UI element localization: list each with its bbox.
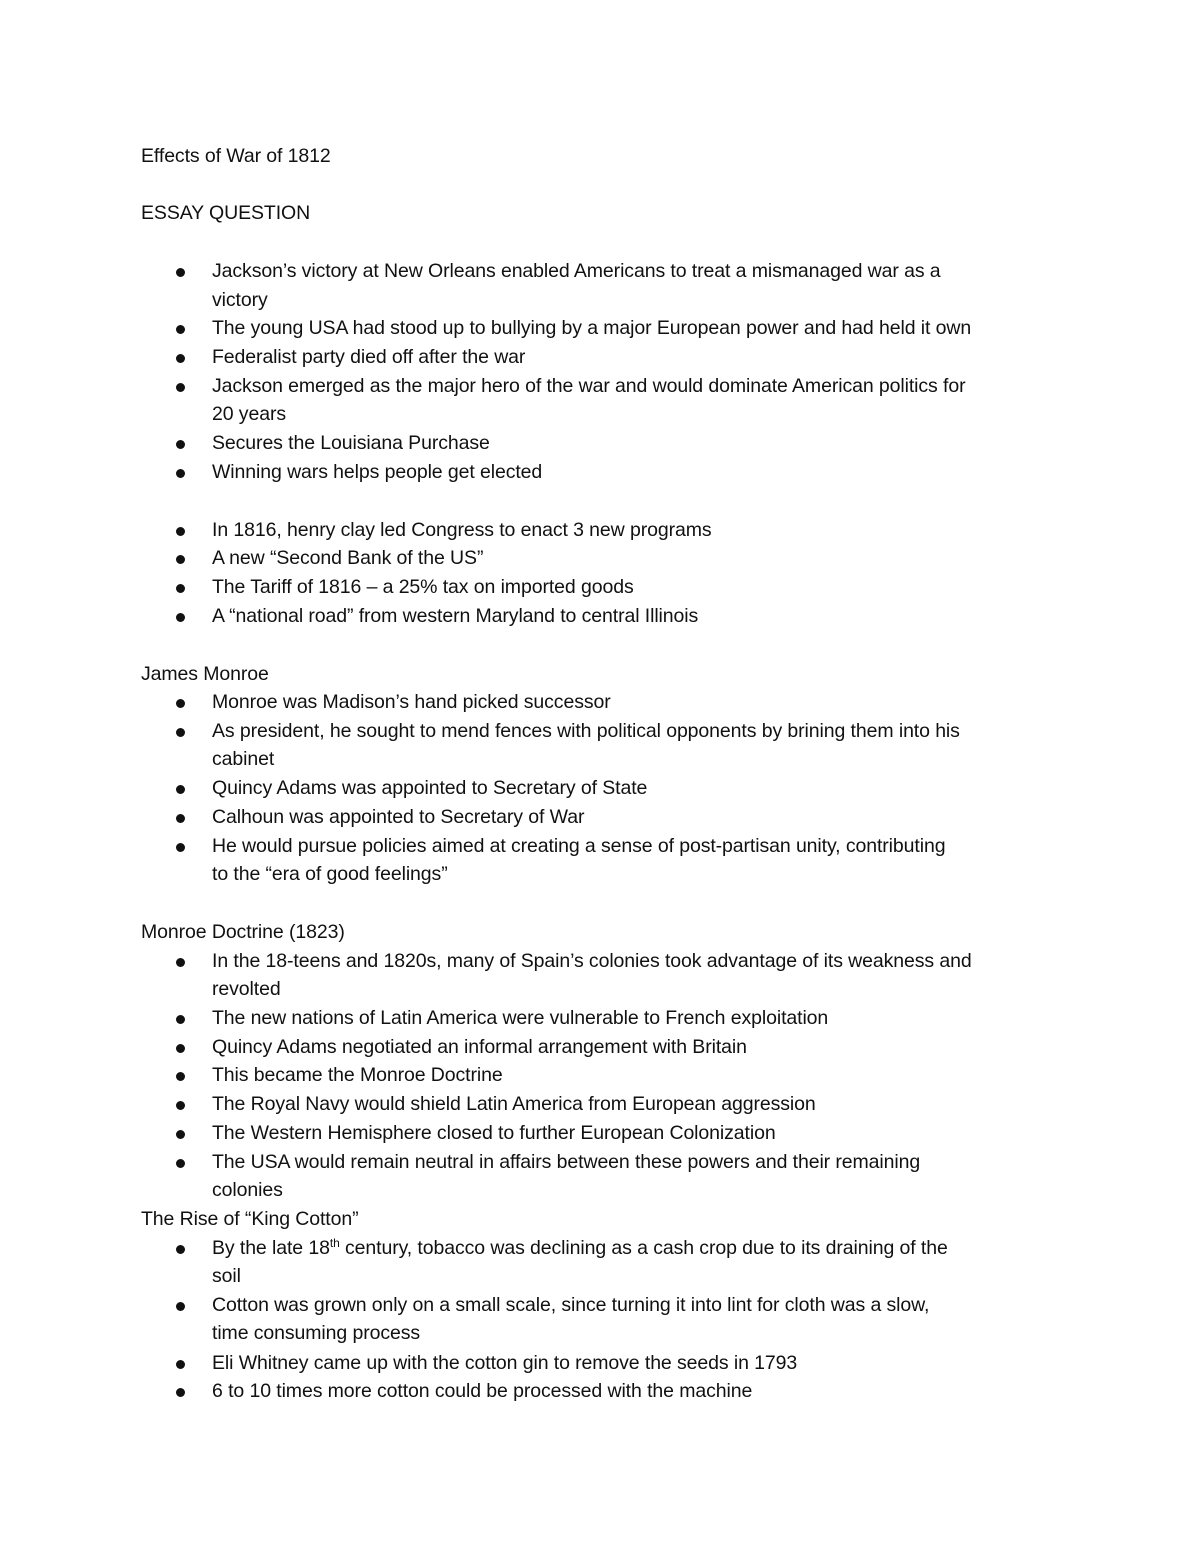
bullet — [176, 325, 185, 334]
list-item: Federalist party died off after the war — [212, 346, 526, 368]
list-item: A “national road” from western Maryland to central Illinois — [212, 605, 699, 627]
bullet — [176, 354, 185, 363]
list-item: He would pursue policies aimed at creating a sense of post-partisan unity, contributing — [212, 835, 946, 857]
list-item: Jackson emerged as the major hero of the war and would dominate American politics for — [212, 375, 966, 397]
bullet — [176, 843, 185, 852]
list-item: The USA would remain neutral in affairs between these powers and their remaining — [212, 1151, 921, 1173]
section-heading-king-cotton: The Rise of “King Cotton” — [141, 1208, 359, 1230]
list-item: Cotton was grown only on a small scale, since turning it into lint for cloth was a slow, — [212, 1294, 930, 1316]
bullet — [176, 1302, 185, 1311]
list-item: Jackson’s victory at New Orleans enabled Americans to treat a mismanaged war as a — [212, 260, 941, 282]
bullet — [176, 785, 185, 794]
bullet — [176, 613, 185, 622]
bullet — [176, 1130, 185, 1139]
bullet — [176, 728, 185, 737]
bullet — [176, 1044, 185, 1053]
list-item: In 1816, henry clay led Congress to enact 3 new programs — [212, 519, 712, 541]
list-item: In the 18-teens and 1820s, many of Spain’s colonies took advantage of its weakness and — [212, 950, 972, 972]
bullet — [176, 1072, 185, 1081]
bullet — [176, 584, 185, 593]
list-item: A new “Second Bank of the US” — [212, 547, 484, 569]
list-item: This became the Monroe Doctrine — [212, 1064, 503, 1086]
bullet — [176, 469, 185, 478]
list-item-continuation: time consuming process — [212, 1322, 421, 1344]
list-item: Quincy Adams negotiated an informal arrangement with Britain — [212, 1036, 747, 1058]
list-item: Eli Whitney came up with the cotton gin to remove the seeds in 1793 — [212, 1352, 798, 1374]
bullet — [176, 1159, 185, 1168]
section-heading-james-monroe: James Monroe — [141, 663, 269, 685]
section-heading-monroe-doctrine: Monroe Doctrine (1823) — [141, 921, 345, 943]
list-item: The Tariff of 1816 – a 25% tax on imported goods — [212, 576, 634, 598]
list-item-continuation: to the “era of good feelings” — [212, 863, 448, 885]
essay-question-label: ESSAY QUESTION — [141, 202, 311, 224]
list-item-continuation: 20 years — [212, 403, 286, 425]
list-item-continuation: soil — [212, 1265, 241, 1287]
list-item-continuation: victory — [212, 289, 268, 311]
list-item: The Royal Navy would shield Latin America from European aggression — [212, 1093, 816, 1115]
bullet — [176, 958, 185, 967]
list-item: The new nations of Latin America were vulnerable to French exploitation — [212, 1007, 829, 1029]
list-item: Calhoun was appointed to Secretary of War — [212, 806, 585, 828]
bullet — [176, 1101, 185, 1110]
list-item-continuation: colonies — [212, 1179, 283, 1201]
list-item-text: By the late 18 — [212, 1237, 330, 1259]
bullet — [176, 440, 185, 449]
superscript-ordinal: th — [329, 1236, 340, 1250]
bullet — [176, 1015, 185, 1024]
list-item — [212, 1234, 948, 1263]
bullet — [176, 1388, 185, 1397]
bullet — [176, 1245, 185, 1254]
list-item: 6 to 10 times more cotton could be processed with the machine — [212, 1380, 753, 1402]
list-item: Quincy Adams was appointed to Secretary of State — [212, 777, 648, 799]
list-item: As president, he sought to mend fences with political opponents by brining them into his — [212, 720, 960, 742]
list-item: The young USA had stood up to bullying by a major European power and had held it own — [212, 317, 972, 339]
list-item: Secures the Louisiana Purchase — [212, 432, 490, 454]
list-item: Monroe was Madison’s hand picked successor — [212, 691, 611, 713]
bullet — [176, 268, 185, 277]
bullet — [176, 527, 185, 536]
list-item: The Western Hemisphere closed to further European Colonization — [212, 1122, 776, 1144]
bullet — [176, 814, 185, 823]
list-item-text: century, tobacco was declining as a cash crop due to its draining of the — [339, 1237, 948, 1259]
bullet — [176, 555, 185, 564]
bullet — [176, 1360, 185, 1369]
bullet — [176, 699, 185, 708]
document-title: Effects of War of 1812 — [141, 145, 331, 167]
list-item: Winning wars helps people get elected — [212, 461, 543, 483]
list-item-continuation: cabinet — [212, 748, 275, 770]
bullet — [176, 383, 185, 392]
list-item-continuation: revolted — [212, 978, 281, 1000]
